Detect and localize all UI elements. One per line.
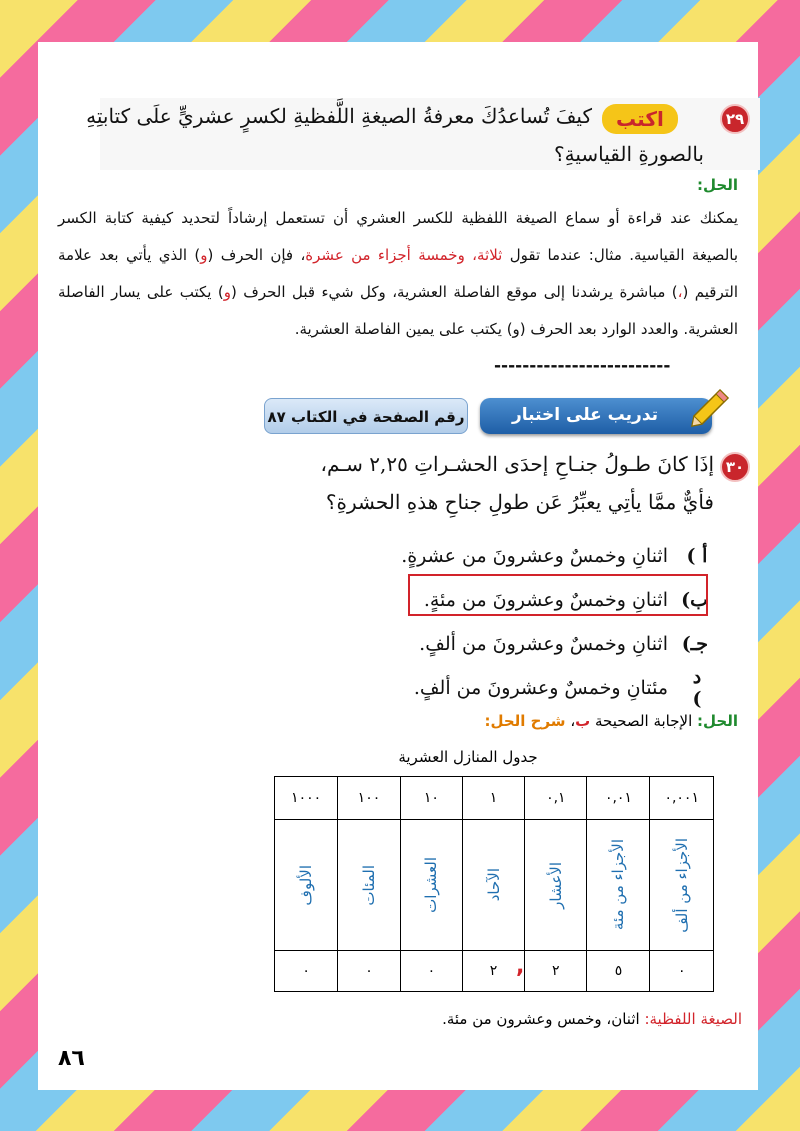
correct-answer-highlight xyxy=(408,574,708,616)
table-cell-names xyxy=(338,820,401,951)
paragraph-run: ) الذي يأتي بعد علامة الترقيم ( xyxy=(58,246,739,301)
table-row xyxy=(275,820,714,951)
table-cell-values: ٠,٠٠١ xyxy=(650,777,714,820)
place-name: الأجزاء من مئة xyxy=(609,839,628,931)
table-cell-values: ٠,١ xyxy=(525,777,587,820)
table-cell-values: ١٠٠٠ xyxy=(275,777,338,820)
place-name: الآحاد xyxy=(484,868,503,902)
q29-question-line2: بالصورةِ القياسيةِ؟ xyxy=(554,142,704,166)
paragraph-run: ) مباشرة يرشدنا إلى موقع الفاصلة العشرية، وكل شيء قبل الحرف ( xyxy=(231,283,678,301)
verbal-form-label: الصيغة اللفظية: xyxy=(644,1010,742,1028)
table-cell-digits: ٠ xyxy=(275,951,338,992)
q30-solution-label: الحل: xyxy=(697,712,738,730)
table-cell-digits: ٢ xyxy=(525,951,587,992)
table-cell-names xyxy=(650,820,714,951)
q30-options xyxy=(288,534,708,710)
verbal-form-line xyxy=(338,1010,742,1028)
write-badge: اكتب xyxy=(602,104,678,134)
place-name: المئات xyxy=(359,864,378,906)
table-cell-digits: ٥ xyxy=(587,951,650,992)
verbal-form-text: اثنان، وخمس وعشرون من مئة. xyxy=(442,1010,645,1028)
book-page-reference: رقم الصفحة في الكتاب ٨٧ xyxy=(264,398,468,434)
q29-solution-label: الحل: xyxy=(697,176,738,194)
option-text: مئتانِ وخمسٌ وعشرونَ من ألفٍ. xyxy=(413,677,668,699)
q30-answer-line xyxy=(338,712,738,730)
option-letter: أ ) xyxy=(686,545,708,567)
paragraph-run: يمكنك عند قراءة أو سماع الصيغة اللفظية للكسر العشري أن تستعمل إرشاداً لتحديد كيفية كتابة الكسر بالصيغة القياسية. مثال: عندما تقول xyxy=(58,209,739,264)
q29-solution-paragraph xyxy=(58,200,738,348)
table-cell-values: ١٠ xyxy=(400,777,462,820)
option-a[interactable] xyxy=(288,534,708,578)
paragraph-run: ، xyxy=(677,283,683,301)
q30-question-line1: إذَا كانَ طـولُ جنـاحِ إحدَى الحشـراتِ ٢,٢٥ سـم، xyxy=(320,452,714,476)
q30-question-line2: فأيٌّ ممَّا يأتِي يعبِّرُ عَن طولِ جناحِ هذهِ الحشرةِ؟ xyxy=(325,490,714,514)
option-c[interactable] xyxy=(288,622,708,666)
paragraph-run: و xyxy=(200,246,208,264)
q29-question-line1: كيفَ تُساعدُكَ معرفةُ الصيغةِ اللَّفظيةِ لكسرٍ عشريٍّ علَى كتابتِهِ xyxy=(86,104,592,128)
place-name: العشرات xyxy=(422,857,441,913)
table-cell-values: ١ xyxy=(462,777,524,820)
table-row xyxy=(275,777,714,820)
paragraph-run: ) يكتب على يسار الفاصلة العشرية. والعدد الوارد بعد الحرف (و) يكتب على يمين الفاصلة العشرية. xyxy=(58,283,738,338)
q30-number-badge: ٣٠ xyxy=(720,452,750,482)
option-d[interactable] xyxy=(288,666,708,710)
answer-text: الإجابة الصحيحة xyxy=(590,712,693,730)
test-prep-banner-text: تدريب على اختبار xyxy=(511,405,659,425)
paragraph-run: و xyxy=(223,283,231,301)
table-caption: جدول المنازل العشرية xyxy=(398,748,538,766)
answer-separator: ، xyxy=(565,712,576,730)
table-cell-names xyxy=(525,820,587,951)
pencil-icon xyxy=(686,386,730,430)
option-letter: جـ) xyxy=(681,633,708,655)
place-value-table xyxy=(274,776,714,992)
section-divider: ------------------------- xyxy=(494,356,671,376)
page-sheet xyxy=(38,42,758,1090)
option-text: اثنانِ وخمسٌ وعشرونَ من عشرةٍ. xyxy=(401,545,668,567)
explain-label: شرح الحل: xyxy=(484,712,566,730)
table-cell-names xyxy=(400,820,462,951)
option-text: اثنانِ وخمسٌ وعشرونَ من ألفٍ. xyxy=(419,633,668,655)
option-letter: ب) xyxy=(681,589,708,611)
table-cell-values: ٠,٠١ xyxy=(587,777,650,820)
answer-letter: ب xyxy=(575,712,591,730)
table-cell-digits: ٢ xyxy=(462,951,524,992)
q29-number-badge: ٢٩ xyxy=(720,104,750,134)
table-cell-digits: ٠ xyxy=(650,951,714,992)
place-name: الأجزاء من ألف xyxy=(672,837,691,933)
table-cell-values: ١٠٠ xyxy=(338,777,401,820)
table-cell-names xyxy=(462,820,524,951)
place-name: الألوف xyxy=(297,864,316,906)
table-row xyxy=(275,951,714,992)
paragraph-run: ثلاثة، وخمسة أجزاء من عشرة xyxy=(305,246,503,264)
table-cell-names xyxy=(587,820,650,951)
table-cell-digits: ٠ xyxy=(400,951,462,992)
option-letter: د ) xyxy=(692,666,702,710)
paragraph-run: ، فإن الحرف ( xyxy=(207,246,306,264)
place-name: الأعشار xyxy=(546,861,565,909)
decimal-point-marker: , xyxy=(516,954,525,979)
table-cell-digits: ٠ xyxy=(338,951,401,992)
page-number: ٨٦ xyxy=(58,1046,85,1071)
option-text: اثنانِ وخمسٌ وعشرونَ من مئةٍ. xyxy=(423,589,668,611)
table-cell-names xyxy=(275,820,338,951)
